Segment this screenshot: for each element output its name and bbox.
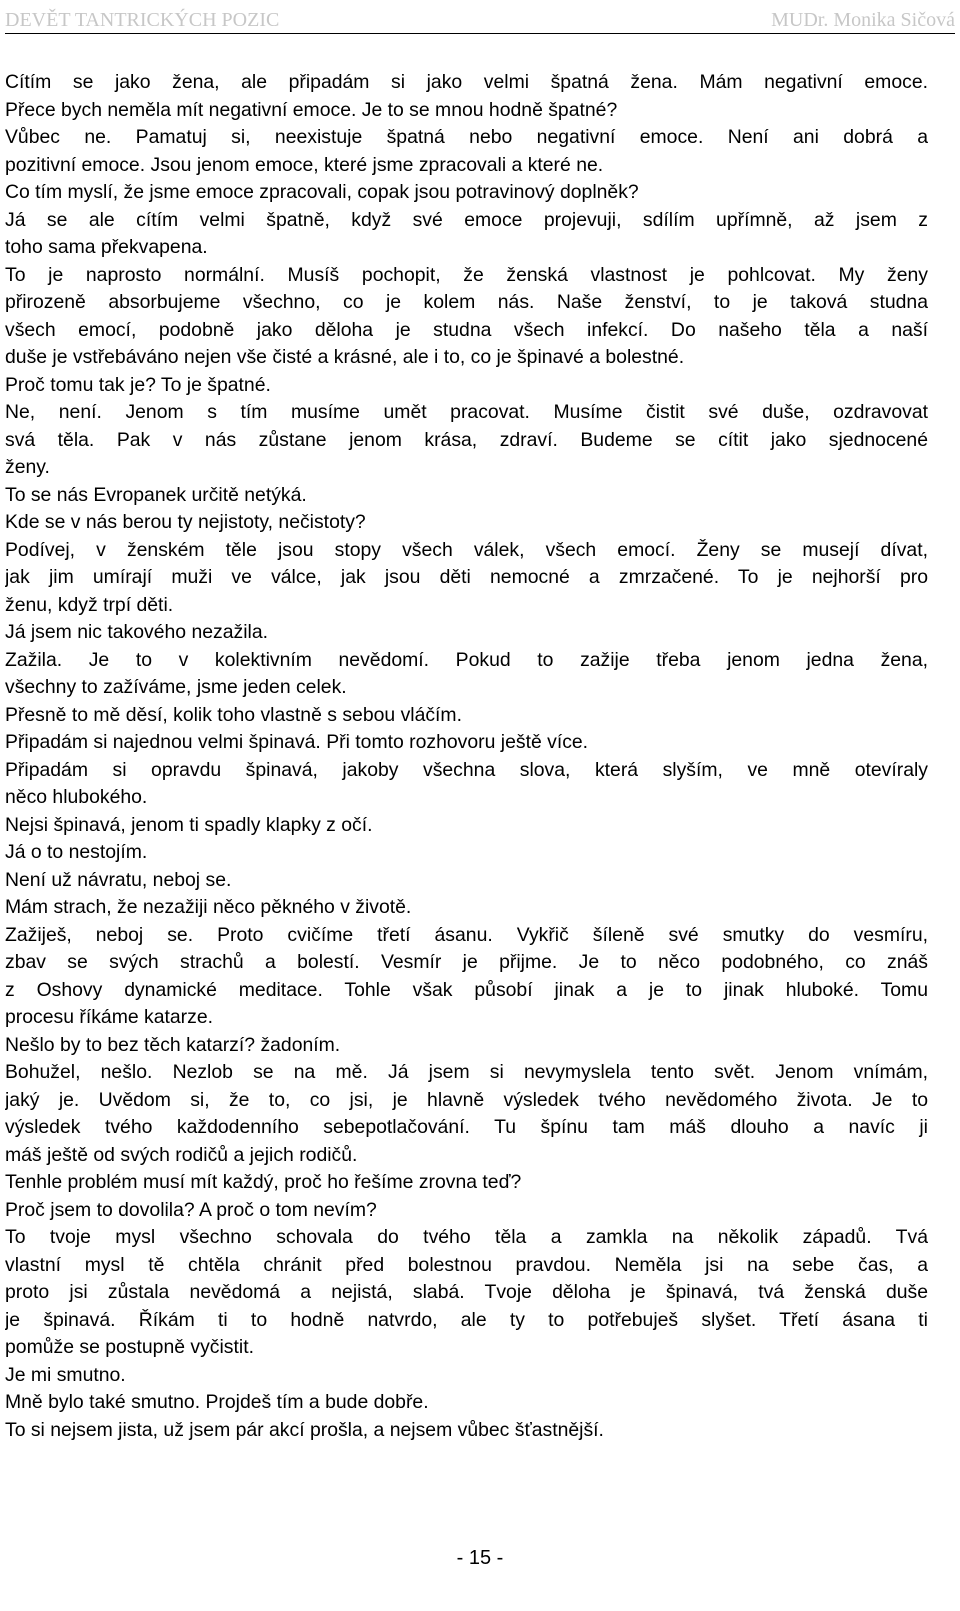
text-line: duše je vstřebáváno nejen vše čisté a krásné, ale i to, co je špinavé a bolestné. — [5, 346, 685, 368]
text-line: Nejsi špinavá, jenom ti spadly klapky z očí. — [5, 813, 373, 836]
text-line: pozitivní emoce. Jsou jenom emoce, které jsme zpracovali a které ne. — [5, 153, 604, 176]
text-line: Já jsem nic takového nezažila. — [5, 621, 268, 643]
text-line: Mám strach, že nezažiji něco pěkného v životě. — [5, 896, 412, 918]
page-header — [5, 4, 955, 34]
text-line: Zažiješ, neboj se. Proto cvičíme třetí ásanu. Vykřič šíleně své smutky do vesmíru, — [5, 923, 928, 946]
text-line: všech emocí, podobně jako děloha je studna všech infekcí. Do našeho těla a naší — [5, 318, 928, 341]
text-line: Přesně to mě děsí, kolik toho vlastně s sebou vláčím. — [5, 703, 462, 726]
text-line: je špinavá. Říkám ti to hodně natvrdo, ale ty to potřebuješ slyšet. Třetí ásana ti — [5, 1308, 928, 1331]
header-author: MUDr. Monika Sičová — [771, 9, 955, 31]
header-book-title: DEVĚT TANTRICKÝCH POZIC — [5, 9, 280, 31]
text-line: Podívej, v ženském těle jsou stopy všech válek, všech emocí. Ženy se musejí dívat, — [5, 538, 928, 561]
text-line: Není už návratu, neboj se. — [5, 868, 232, 891]
text-line: přirozeně absorbujeme všechno, co je kolem nás. Naše ženství, to je taková studna — [5, 291, 928, 313]
text-line: Proč tomu tak je? To je špatné. — [5, 373, 271, 396]
text-line: Je mi smutno. — [5, 1363, 126, 1386]
text-line: To je naprosto normální. Musíš pochopit, že ženská vlastnost je pohlcovat. My ženy — [5, 263, 928, 286]
text-line: Ne, není. Jenom s tím musíme umět pracovat. Musíme čistit své duše, ozdravovat — [5, 401, 928, 423]
text-line: Nešlo by to bez těch katarzí? žadoním. — [5, 1033, 341, 1056]
text-line: všechny to zažíváme, jsme jeden celek. — [5, 676, 347, 698]
text-line: Tenhle problém musí mít každý, proč ho řešíme zrovna teď? — [5, 1171, 522, 1193]
text-line: Bohužel, nešlo. Nezlob se na mě. Já jsem si nevymyslela tento svět. Jenom vnímám, — [5, 1061, 928, 1083]
text-line: výsledek tvého každodenního sebepotlačování. Tu špínu tam máš dlouho a navíc ji — [5, 1116, 928, 1138]
text-line: toho sama překvapena. — [5, 236, 208, 258]
text-line: Já o to nestojím. — [5, 841, 148, 863]
text-line: něco hlubokého. — [5, 786, 148, 808]
text-line: Vůbec ne. Pamatuj si, neexistuje špatná nebo negativní emoce. Není ani dobrá a — [5, 126, 928, 148]
body-text — [5, 69, 928, 1444]
text-line: vlastní mysl tě chtěla chránit před bolestnou pravdou. Neměla jsi na sebe čas, a — [5, 1253, 928, 1276]
page-number: - 15 - — [456, 1547, 504, 1569]
text-line: To tvoje mysl všechno schovala do tvého těla a zamkla na několik západů. Tvá — [5, 1226, 928, 1248]
text-line: Co tím myslí, že jsme emoce zpracovali, copak jsou potravinový doplněk? — [5, 181, 639, 203]
text-line: svá těla. Pak v nás zůstane jenom krása, zdraví. Budeme se cítit jako sjednocené — [5, 428, 928, 451]
text-line: pomůže se postupně vyčistit. — [5, 1336, 254, 1358]
text-line: Zažila. Je to v kolektivním nevědomí. Pokud to zažije třeba jenom jedna žena, — [5, 648, 928, 671]
text-line: Já se ale cítím velmi špatně, když své emoce projevuji, sdílím upřímně, až jsem z — [5, 208, 928, 231]
text-line: ženu, když trpí děti. — [5, 593, 174, 616]
text-line: To se nás Evropanek určitě netýká. — [5, 483, 307, 506]
text-line: Připadám si najednou velmi špinavá. Při tomto rozhovoru ještě více. — [5, 731, 589, 753]
text-line: jak jim umírají muži ve válce, jak jsou děti nemocné a zmrzačené. To je nejhorší pro — [5, 566, 928, 588]
text-line: Kde se v nás berou ty nejistoty, nečistoty? — [5, 511, 366, 533]
text-line: z Oshovy dynamické meditace. Tohle však působí jinak a je to jinak hluboké. Tomu — [5, 978, 928, 1001]
text-line: Mně bylo také smutno. Projdeš tím a bude dobře. — [5, 1391, 429, 1413]
text-line: Proč jsem to dovolila? A proč o tom nevím? — [5, 1198, 377, 1221]
text-line: jaký je. Uvědom si, že to, co jsi, je hlavně výsledek tvého nevědomého života. Je to — [5, 1088, 928, 1111]
text-line: Přece bych neměla mít negativní emoce. Je to se mnou hodně špatné? — [5, 98, 618, 121]
text-line: máš ještě od svých rodičů a jejich rodičů. — [5, 1143, 358, 1166]
text-line: proto jsi zůstala nevědomá a nejistá, slabá. Tvoje děloha je špinavá, tvá ženská duše — [5, 1281, 928, 1303]
text-line: Cítím se jako žena, ale připadám si jako velmi špatná žena. Mám negativní emoce. — [5, 71, 928, 93]
text-line: zbav se svých strachů a bolestí. Vesmír je přijme. Je to něco podobného, co znáš — [5, 951, 928, 973]
text-line: Připadám si opravdu špinavá, jakoby všechna slova, která slyším, ve mně otevíraly — [5, 758, 928, 781]
text-line: ženy. — [5, 456, 50, 478]
text-line: procesu říkáme katarze. — [5, 1006, 213, 1028]
text-line: To si nejsem jista, už jsem pár akcí prošla, a nejsem vůbec šťastnější. — [5, 1418, 604, 1441]
